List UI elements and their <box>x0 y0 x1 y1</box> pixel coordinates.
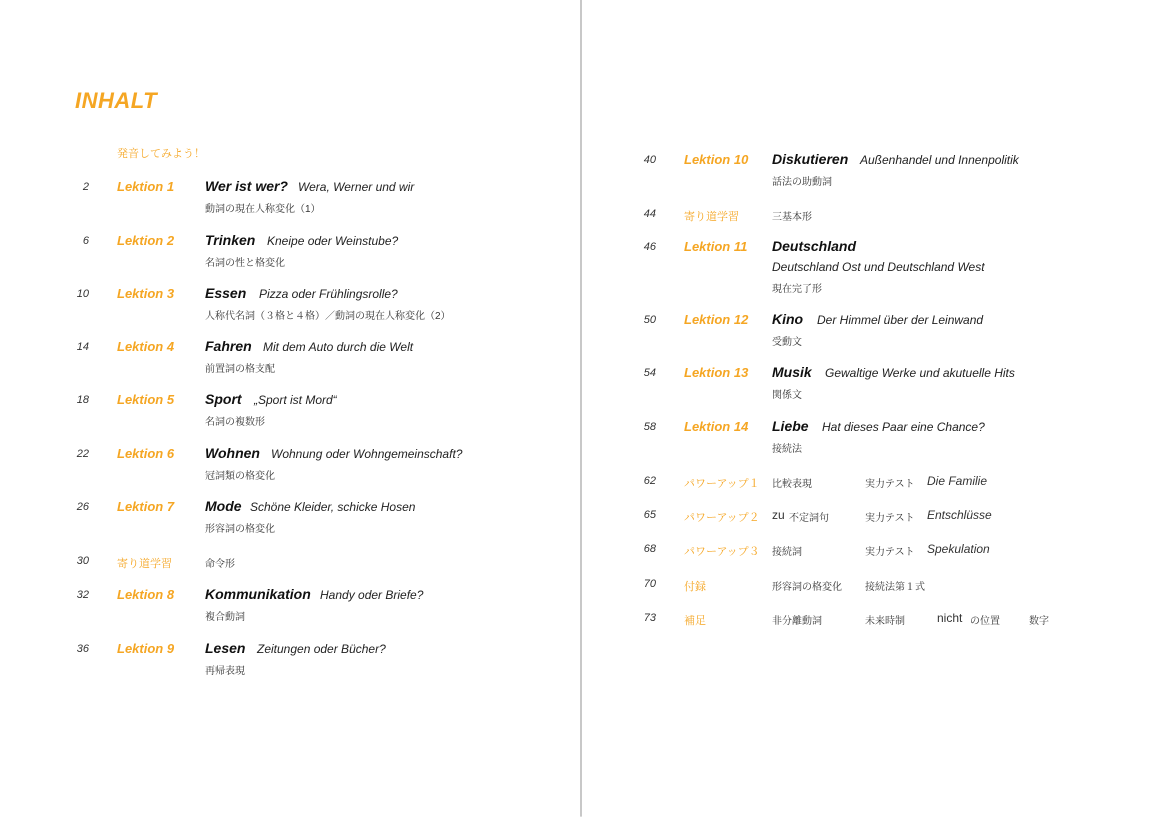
lesson-subtitle: Der Himmel über der Leinwand <box>817 313 984 327</box>
powerup-topic: 比較表現 <box>772 479 812 490</box>
lesson-label: Lektion 4 <box>117 339 175 354</box>
page-number: 22 <box>76 448 89 460</box>
page-number: 32 <box>76 589 89 601</box>
lesson-subtitle: Hat dieses Paar eine Chance? <box>822 420 985 434</box>
lesson-subtitle: Gewaltige Werke und akutuelle Hits <box>825 366 1015 380</box>
lesson-title: Lesen <box>205 640 246 656</box>
lesson-grammar: 複合動詞 <box>205 612 245 623</box>
lesson-grammar: 名詞の性と格変化 <box>205 258 285 269</box>
powerup-topic-prefix: zu <box>772 508 785 522</box>
test-label: 実力テスト <box>865 479 915 490</box>
lesson-title: Fahren <box>205 338 252 354</box>
lesson-title: Essen <box>205 285 247 301</box>
lesson-label: Lektion 5 <box>117 392 175 407</box>
lesson-label: Lektion 14 <box>684 419 749 434</box>
page-number: 70 <box>643 578 656 590</box>
lesson-subtitle: Wera, Werner und wir <box>298 180 415 194</box>
lesson-title: Liebe <box>772 418 809 434</box>
lesson-title: Wer ist wer? <box>205 178 288 194</box>
test-title: Die Familie <box>927 474 988 488</box>
powerup-label: パワーアップ２ <box>684 512 760 524</box>
lesson-grammar: 人称代名詞（３格と４格）／動詞の現在人称変化（2） <box>205 311 451 322</box>
preface-pronunciation: 発音してみよう！ <box>117 148 205 160</box>
lesson-subtitle: Kneipe oder Weinstube? <box>267 234 399 248</box>
page-number: 14 <box>76 341 89 353</box>
lesson-subtitle: Außenhandel und Innenpolitik <box>860 153 1019 167</box>
powerup-label: パワーアップ３ <box>684 546 760 558</box>
lesson-title: Mode <box>205 498 242 514</box>
page-number: 10 <box>76 288 89 300</box>
lesson-grammar: 形容詞の格変化 <box>205 524 275 535</box>
lesson-title: Kommunikation <box>205 586 311 602</box>
lesson-title: Musik <box>772 364 812 380</box>
lesson-grammar: 現在完了形 <box>772 284 822 295</box>
lesson-grammar: 動詞の現在人称変化（1） <box>205 204 321 215</box>
lesson-label: Lektion 6 <box>117 446 175 461</box>
page-number: 50 <box>643 314 656 326</box>
lesson-label: Lektion 7 <box>117 499 175 514</box>
left-page <box>0 0 580 817</box>
lesson-subtitle: Mit dem Auto durch die Welt <box>263 340 414 354</box>
lesson-subtitle: „Sport ist Mord“ <box>254 393 337 407</box>
lesson-grammar: 名詞の複数形 <box>205 417 265 428</box>
supplement-label: 補足 <box>684 615 706 627</box>
page-number: 73 <box>643 612 656 624</box>
supplement-item: 非分離動詞 <box>772 616 822 627</box>
lesson-label: Lektion 1 <box>117 179 175 194</box>
page-number: 26 <box>76 501 89 513</box>
lesson-title: Sport <box>205 391 242 407</box>
lesson-grammar: 前置詞の格支配 <box>205 364 275 375</box>
lesson-title: Deutschland <box>772 238 857 254</box>
page-number: 40 <box>643 154 656 166</box>
lesson-label: Lektion 3 <box>117 286 175 301</box>
lesson-title: Trinken <box>205 232 256 248</box>
powerup-topic: 不定詞句 <box>789 513 829 524</box>
test-title: Entschlüsse <box>927 508 992 522</box>
lesson-label: Lektion 10 <box>684 152 749 167</box>
page-number: 54 <box>643 367 656 379</box>
supplement-item: の位置 <box>970 616 1000 627</box>
lesson-grammar: 再帰表現 <box>205 666 245 677</box>
page-number: 68 <box>643 543 656 555</box>
lesson-subtitle: Pizza oder Frühlingsrolle? <box>259 287 398 301</box>
lesson-subtitle: Deutschland Ost und Deutschland West <box>772 260 985 274</box>
lesson-topic: 三基本形 <box>772 212 812 223</box>
page-number: 6 <box>82 235 89 247</box>
appendix-item: 形容詞の格変化 <box>772 582 842 593</box>
page-number: 46 <box>643 241 656 253</box>
lesson-label: Lektion 8 <box>117 587 175 602</box>
test-label: 実力テスト <box>865 513 915 524</box>
lesson-grammar: 受動文 <box>772 337 802 348</box>
supplement-item: 数字 <box>1029 616 1049 627</box>
lesson-subtitle: Zeitungen oder Bücher? <box>257 642 386 656</box>
lesson-label: Lektion 9 <box>117 641 175 656</box>
appendix-label: 付録 <box>684 581 706 593</box>
page-number: 58 <box>643 421 656 433</box>
lesson-label: Lektion 2 <box>117 233 175 248</box>
lesson-grammar: 関係文 <box>772 390 802 401</box>
supplement-item: 未来時制 <box>865 616 905 627</box>
page-number: 62 <box>643 475 656 487</box>
lesson-title: Wohnen <box>205 445 260 461</box>
page-number: 36 <box>76 643 89 655</box>
supplement-item-prefix: nicht <box>937 611 963 625</box>
lesson-label: 寄り道学習 <box>117 558 172 570</box>
test-label: 実力テスト <box>865 547 915 558</box>
lesson-grammar: 話法の助動詞 <box>772 177 832 188</box>
lesson-label: Lektion 12 <box>684 312 749 327</box>
lesson-grammar: 冠詞類の格変化 <box>205 471 275 482</box>
toc-title: INHALT <box>75 88 158 113</box>
lesson-label: Lektion 11 <box>684 239 748 254</box>
powerup-label: パワーアップ１ <box>684 478 760 490</box>
lesson-label: 寄り道学習 <box>684 211 739 223</box>
lesson-title: Kino <box>772 311 804 327</box>
lesson-topic: 命令形 <box>205 559 235 570</box>
test-title: Spekulation <box>927 542 990 556</box>
lesson-subtitle: Schöne Kleider, schicke Hosen <box>250 500 416 514</box>
lesson-title: Diskutieren <box>772 151 849 167</box>
lesson-subtitle: Handy oder Briefe? <box>320 588 424 602</box>
lesson-subtitle: Wohnung oder Wohngemeinschaft? <box>271 447 463 461</box>
appendix-item: 接続法第１式 <box>865 582 925 593</box>
page-number: 65 <box>643 509 656 521</box>
page-number: 30 <box>76 555 89 567</box>
powerup-topic: 接続詞 <box>772 547 802 558</box>
page-number: 44 <box>643 208 656 220</box>
lesson-grammar: 接続法 <box>772 444 802 455</box>
right-page <box>582 0 1161 817</box>
page-number: 2 <box>82 181 89 193</box>
lesson-label: Lektion 13 <box>684 365 749 380</box>
page-number: 18 <box>76 394 89 406</box>
